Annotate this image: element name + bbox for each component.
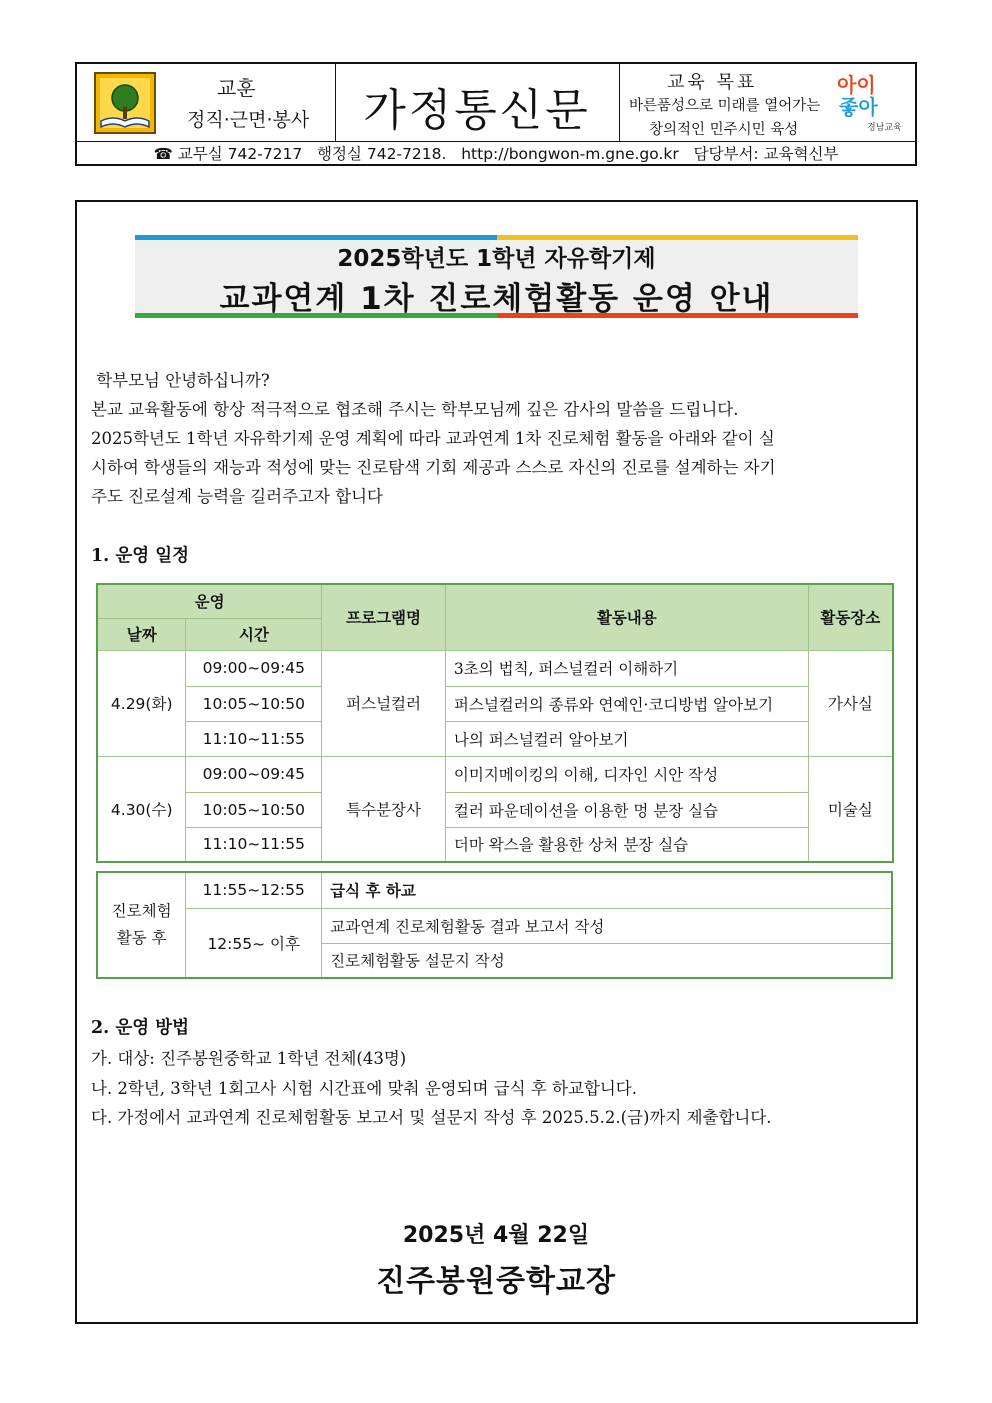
after-label-cell: 진로체험 활동 후 <box>97 872 186 978</box>
header-content: 활동내용 <box>445 584 808 650</box>
table-row <box>97 756 893 792</box>
time-cell: 11:55~12:55 <box>186 872 322 908</box>
time-cell: 09:00~09:45 <box>186 650 322 686</box>
program-cell: 퍼스널컬러 <box>322 650 446 756</box>
school-emblem-icon <box>93 71 157 135</box>
method-item: 다. 가정에서 교과연계 진로체험활동 보고서 및 설문지 작성 후 2025.5.2.(금)까지 제출합니다. <box>91 1108 772 1127</box>
title-cell <box>335 64 620 141</box>
method-item: 가. 대상: 진주봉원중학교 1학년 전체(43명) <box>91 1049 407 1068</box>
intro-line: 2025학년도 1학년 자유학기제 운영 계획에 따라 교과연계 1차 진로체험 활동을 아래와 같이 실 <box>91 429 775 448</box>
table-row <box>97 686 893 721</box>
place-cell: 미술실 <box>808 756 893 862</box>
content-cell: 더마 왁스을 활용한 상처 분장 실습 <box>445 827 808 862</box>
banner-title: 교과연계 1차 진로체험활동 운영 안내 <box>219 281 774 317</box>
table-row <box>97 650 893 686</box>
place-cell: 가사실 <box>808 650 893 756</box>
header-place: 활동장소 <box>808 584 893 650</box>
time-cell: 10:05~10:50 <box>186 686 322 721</box>
intro-line: 본교 교육활동에 항상 적극적으로 협조해 주시는 학부모님께 깊은 감사의 말씀을 드립니다. <box>91 400 739 419</box>
header-time: 시간 <box>186 618 322 650</box>
content-cell: 3초의 법칙, 퍼스널컬러 이해하기 <box>445 650 808 686</box>
logo-text-2: 좋아 <box>839 95 878 119</box>
content-cell: 이미지메이킹의 이해, 디자인 시안 작성 <box>445 756 808 792</box>
table-row <box>97 908 892 943</box>
newsletter-header <box>75 62 917 166</box>
content-cell: 교과연계 진로체험활동 결과 보고서 작성 <box>322 908 892 943</box>
goal-line-1: 바른품성으로 미래를 열어가는 <box>629 98 821 114</box>
gyeongnam-education-logo-icon <box>833 70 905 134</box>
table-row <box>97 827 893 862</box>
intro-line: 시하여 학생들의 재능과 적성에 맞는 진로탐색 기회 제공과 스스로 자신의 진로를 설계하는 자기 <box>91 458 776 477</box>
program-cell: 특수분장사 <box>322 756 446 862</box>
principal-signature: 진주봉원중학교장 <box>376 1264 616 1299</box>
goal-line-2: 창의적인 민주시민 육성 <box>649 122 799 138</box>
section-2-heading: 2. 운영 방법 <box>91 1018 190 1038</box>
motto-cell <box>77 64 336 141</box>
header-date: 날짜 <box>97 618 186 650</box>
time-cell: 11:10~11:55 <box>186 827 322 862</box>
table-row <box>97 792 893 827</box>
content-cell: 나의 퍼스널컬러 알아보기 <box>445 721 808 756</box>
time-cell: 12:55~ 이후 <box>186 908 322 978</box>
goal-label: 교육 목표 <box>667 72 758 93</box>
header-top-row <box>77 64 915 142</box>
table-row <box>97 872 892 908</box>
intro-line: 주도 진로설계 능력을 길러주고자 합니다 <box>91 487 383 506</box>
schedule-table <box>96 583 894 863</box>
logo-text-3: 경남교육 <box>867 123 902 133</box>
time-cell: 09:00~09:45 <box>186 756 322 792</box>
motto-text: 정직·근면·봉사 <box>187 109 310 131</box>
issue-date: 2025년 4월 22일 <box>402 1223 590 1248</box>
contact-line: ☎ 교무실 742-7217 행정실 742-7218. http://bongwon-m.gne.go.kr 담당부서: 교육혁신부 <box>153 145 839 163</box>
method-item: 나. 2학년, 3학년 1회고사 시험 시간표에 맞춰 운영되며 급식 후 하교합니다. <box>91 1079 637 1098</box>
time-cell: 10:05~10:50 <box>186 792 322 827</box>
after-activity-table <box>96 871 893 979</box>
motto-label: 교훈 <box>217 76 256 100</box>
time-cell: 11:10~11:55 <box>186 721 322 756</box>
content-cell: 컬러 파운데이션을 이용한 멍 분장 실습 <box>445 792 808 827</box>
banner-subtitle: 2025학년도 1학년 자유학기제 <box>337 246 656 272</box>
logo-text-1: 아이 <box>837 73 876 97</box>
date-cell: 4.30(수) <box>97 756 186 862</box>
content-cell: 진로체험활동 설문지 작성 <box>322 943 892 978</box>
page-title: 가정통신문 <box>363 85 591 136</box>
intro-line: 학부모님 안녕하십니까? <box>91 371 270 390</box>
header-program: 프로그램명 <box>322 584 446 650</box>
date-cell: 4.29(화) <box>97 650 186 756</box>
header-operation: 운영 <box>97 584 322 618</box>
table-row <box>97 721 893 756</box>
goal-cell <box>619 64 915 141</box>
content-cell: 퍼스널컬러의 종류와 연예인·코디방법 알아보기 <box>445 686 808 721</box>
content-cell: 급식 후 하교 <box>322 872 892 908</box>
section-1-heading: 1. 운영 일정 <box>91 546 190 566</box>
